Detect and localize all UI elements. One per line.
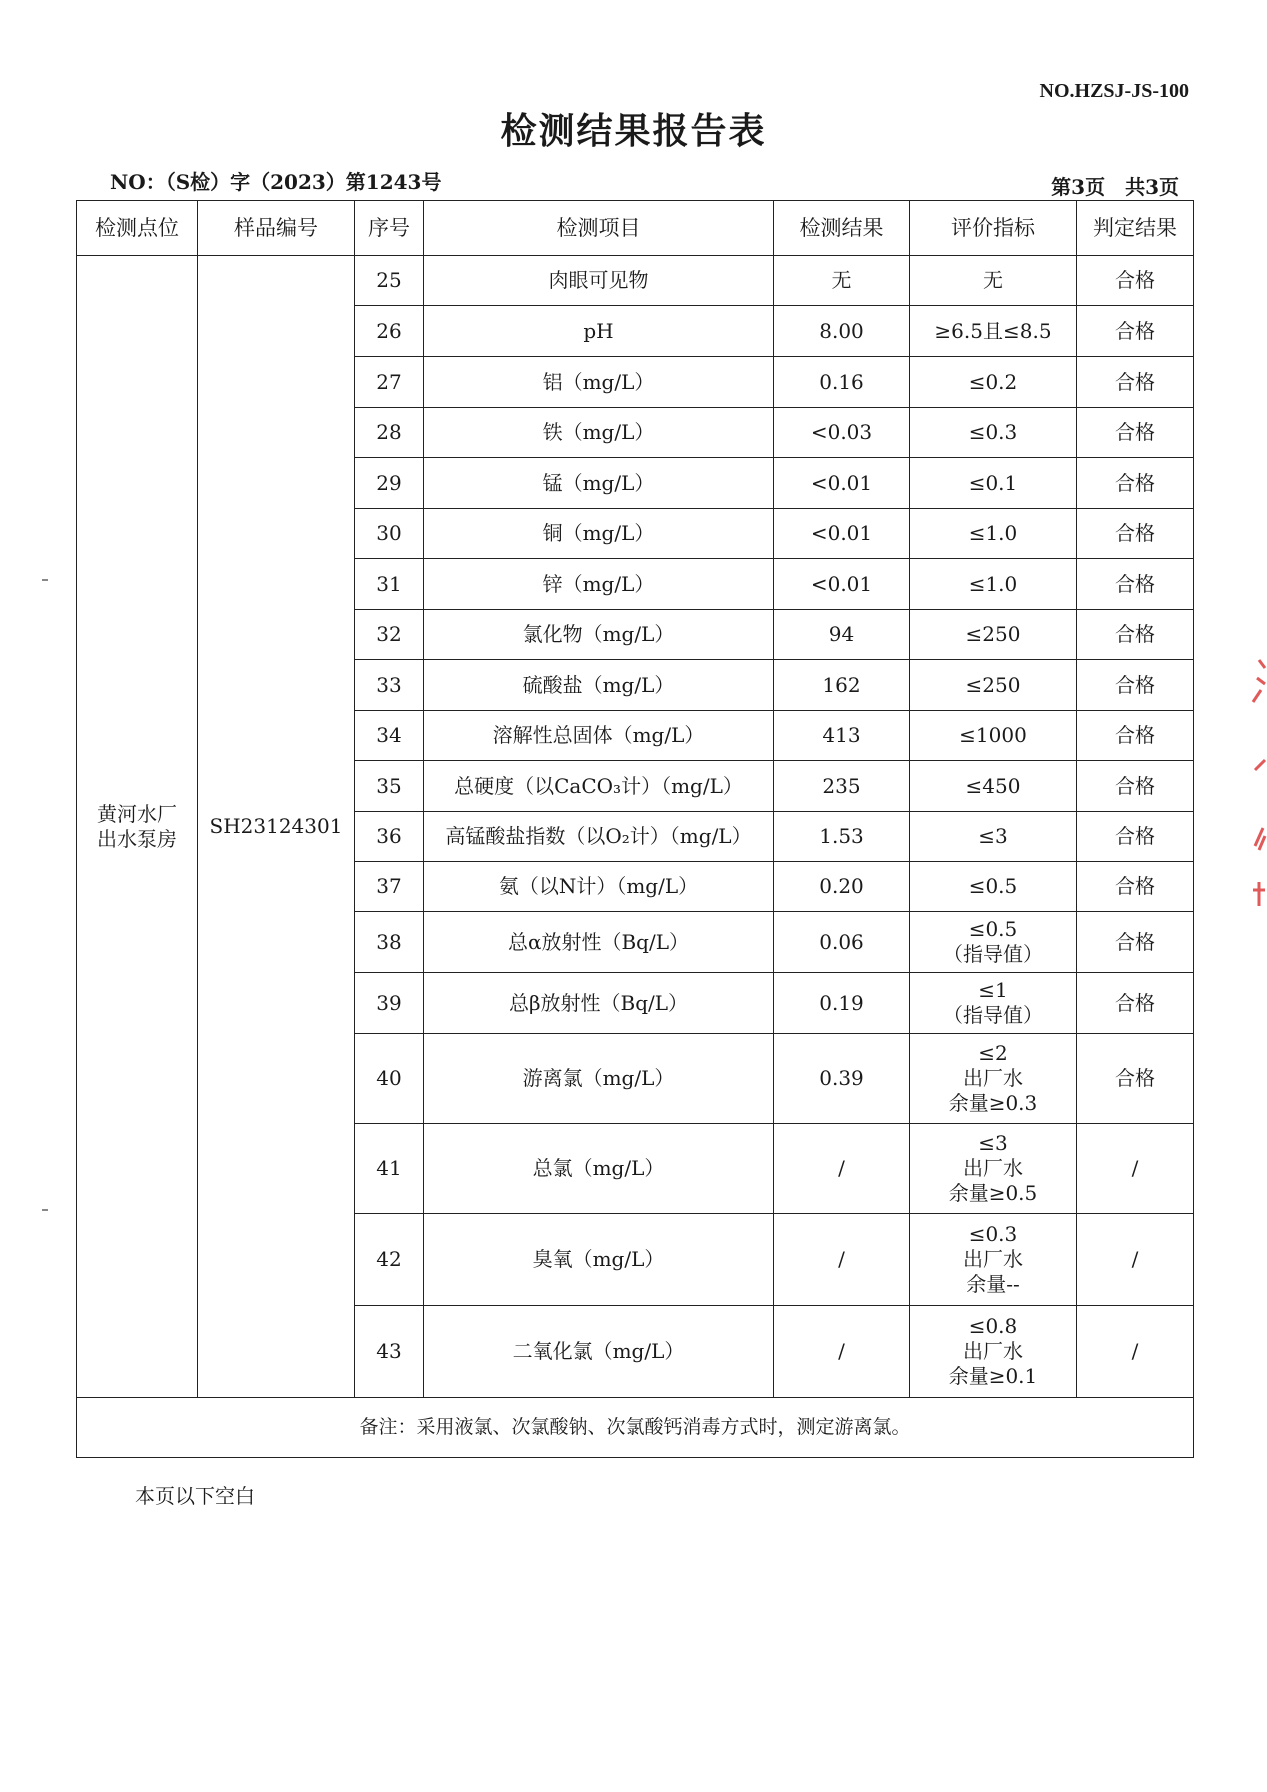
location-cell <box>77 256 198 1398</box>
seq-cell: 42 <box>355 1214 424 1306</box>
result-cell: 0.19 <box>774 973 910 1034</box>
header-location: 检测点位 <box>77 201 198 256</box>
result-cell: / <box>774 1306 910 1398</box>
item-cell: 肉眼可见物 <box>424 256 774 306</box>
header-result: 检测结果 <box>774 201 910 256</box>
header-sample-id: 样品编号 <box>198 201 355 256</box>
standard-line: 余量≥0.1 <box>948 1364 1038 1388</box>
results-table <box>76 200 1194 1458</box>
result-cell: / <box>774 1214 910 1306</box>
result-cell: 0.20 <box>774 862 910 912</box>
item-cell: 总α放射性（Bq/L） <box>424 912 774 973</box>
standard-cell <box>910 1124 1077 1214</box>
standard-cell <box>910 862 1077 912</box>
standard-line: ≤250 <box>965 622 1021 646</box>
header-standard: 评价指标 <box>910 201 1077 256</box>
standard-line: ≤1.0 <box>968 571 1018 596</box>
standard-line: ≤3 <box>978 824 1008 848</box>
judgement-cell: / <box>1077 1306 1194 1398</box>
standard-line: ≤250 <box>965 672 1021 697</box>
standard-line: （指导值） <box>943 1003 1043 1027</box>
item-cell: 锌（mg/L） <box>424 559 774 610</box>
judgement-cell: 合格 <box>1077 862 1194 912</box>
standard-cell <box>910 458 1077 509</box>
item-cell: 铜（mg/L） <box>424 509 774 559</box>
seq-cell: 25 <box>355 256 424 306</box>
standard-cell <box>910 1306 1077 1398</box>
item-cell: 总硬度（以CaCO₃计）（mg/L） <box>424 761 774 812</box>
judgement-cell: 合格 <box>1077 357 1194 408</box>
item-cell: 氯化物（mg/L） <box>424 610 774 660</box>
standard-line: ≤0.3 <box>968 1222 1018 1246</box>
result-cell: 1.53 <box>774 812 910 862</box>
standard-cell <box>910 559 1077 610</box>
note-cell: 备注：采用液氯、次氯酸钠、次氯酸钙消毒方式时，测定游离氯。 <box>77 1398 1194 1458</box>
standard-line: 出厂水 <box>963 1339 1023 1363</box>
standard-line: ≤0.5 <box>968 917 1018 941</box>
standard-cell <box>910 256 1077 306</box>
standard-line: ≤0.2 <box>968 369 1018 394</box>
standard-line: 出厂水 <box>963 1247 1023 1271</box>
page-info: 第3页 共3页 <box>1051 175 1179 199</box>
item-cell: pH <box>424 306 774 357</box>
seq-cell: 32 <box>355 610 424 660</box>
header-judgement: 判定结果 <box>1077 201 1194 256</box>
report-number: NO：（S检）字（2023）第1243号 <box>110 170 442 194</box>
seq-cell: 35 <box>355 761 424 812</box>
scan-speck <box>42 1209 48 1211</box>
item-cell: 硫酸盐（mg/L） <box>424 660 774 711</box>
judgement-cell: 合格 <box>1077 306 1194 357</box>
standard-line: 出厂水 <box>963 1156 1023 1180</box>
standard-cell <box>910 660 1077 711</box>
standard-line: ≤1.0 <box>968 521 1018 545</box>
red-seal-fragment <box>1245 650 1267 910</box>
result-cell: <0.01 <box>774 458 910 509</box>
standard-line: （指导值） <box>943 942 1043 966</box>
judgement-cell: 合格 <box>1077 458 1194 509</box>
item-cell: 臭氧（mg/L） <box>424 1214 774 1306</box>
judgement-cell: 合格 <box>1077 408 1194 458</box>
result-cell: 0.16 <box>774 357 910 408</box>
item-cell: 游离氯（mg/L） <box>424 1034 774 1124</box>
item-cell: 总氯（mg/L） <box>424 1124 774 1214</box>
judgement-cell: 合格 <box>1077 711 1194 761</box>
sample-id-cell: SH23124301 <box>198 256 355 1398</box>
item-cell: 二氧化氯（mg/L） <box>424 1306 774 1398</box>
standard-cell <box>910 973 1077 1034</box>
standard-cell <box>910 357 1077 408</box>
standard-line: ≤0.1 <box>968 470 1018 495</box>
item-cell: 高锰酸盐指数（以O₂计）（mg/L） <box>424 812 774 862</box>
seq-cell: 28 <box>355 408 424 458</box>
result-cell: 8.00 <box>774 306 910 357</box>
result-cell: / <box>774 1124 910 1214</box>
result-cell: 413 <box>774 711 910 761</box>
standard-line: ≤450 <box>965 773 1021 798</box>
standard-line: 余量≥0.3 <box>948 1091 1038 1115</box>
standard-line: ≤1 <box>978 978 1008 1002</box>
standard-line: 余量-- <box>966 1272 1020 1296</box>
table-row <box>77 256 1194 306</box>
result-cell: 0.39 <box>774 1034 910 1124</box>
standard-line: 出厂水 <box>963 1066 1023 1090</box>
header-seq: 序号 <box>355 201 424 256</box>
standard-cell <box>910 610 1077 660</box>
scan-speck <box>42 579 48 581</box>
header-row <box>77 201 1194 256</box>
judgement-cell: / <box>1077 1214 1194 1306</box>
standard-cell <box>910 812 1077 862</box>
standard-cell <box>910 761 1077 812</box>
standard-cell <box>910 306 1077 357</box>
result-cell: <0.01 <box>774 559 910 610</box>
item-cell: 总β放射性（Bq/L） <box>424 973 774 1034</box>
standard-line: 无 <box>983 268 1003 292</box>
blank-below-note: 本页以下空白 <box>135 1484 255 1508</box>
standard-cell <box>910 1214 1077 1306</box>
location-line: 出水泵房 <box>97 826 177 851</box>
seq-cell: 39 <box>355 973 424 1034</box>
seq-cell: 30 <box>355 509 424 559</box>
judgement-cell: 合格 <box>1077 256 1194 306</box>
standard-line: 余量≥0.5 <box>948 1181 1038 1205</box>
standard-line: ≤0.3 <box>968 420 1018 444</box>
result-cell: 0.06 <box>774 912 910 973</box>
seq-cell: 34 <box>355 711 424 761</box>
seq-cell: 38 <box>355 912 424 973</box>
seq-cell: 31 <box>355 559 424 610</box>
page-title: 检测结果报告表 <box>500 110 767 152</box>
judgement-cell: 合格 <box>1077 610 1194 660</box>
seq-cell: 26 <box>355 306 424 357</box>
judgement-cell: 合格 <box>1077 973 1194 1034</box>
seq-cell: 43 <box>355 1306 424 1398</box>
standard-line: ≤1000 <box>959 723 1027 747</box>
seq-cell: 29 <box>355 458 424 509</box>
judgement-cell: 合格 <box>1077 1034 1194 1124</box>
result-cell: 无 <box>774 256 910 306</box>
standard-line: ≤0.8 <box>968 1314 1018 1338</box>
judgement-cell: 合格 <box>1077 559 1194 610</box>
standard-line: ≤3 <box>978 1131 1008 1155</box>
seq-cell: 33 <box>355 660 424 711</box>
item-cell: 氨（以N计）（mg/L） <box>424 862 774 912</box>
result-cell: 94 <box>774 610 910 660</box>
judgement-cell: 合格 <box>1077 509 1194 559</box>
location-line: 黄河水厂 <box>97 801 177 826</box>
standard-line: ≤0.5 <box>968 874 1018 898</box>
standard-cell <box>910 509 1077 559</box>
item-cell: 铝（mg/L） <box>424 357 774 408</box>
result-cell: <0.03 <box>774 408 910 458</box>
judgement-cell: 合格 <box>1077 812 1194 862</box>
result-cell: <0.01 <box>774 509 910 559</box>
judgement-cell: 合格 <box>1077 912 1194 973</box>
judgement-cell: 合格 <box>1077 761 1194 812</box>
seq-cell: 37 <box>355 862 424 912</box>
standard-cell <box>910 912 1077 973</box>
result-cell: 162 <box>774 660 910 711</box>
standard-line: ≥6.5且≤8.5 <box>934 318 1052 343</box>
result-cell: 235 <box>774 761 910 812</box>
seq-cell: 40 <box>355 1034 424 1124</box>
judgement-cell: / <box>1077 1124 1194 1214</box>
seq-cell: 36 <box>355 812 424 862</box>
standard-cell <box>910 408 1077 458</box>
seq-cell: 27 <box>355 357 424 408</box>
item-cell: 锰（mg/L） <box>424 458 774 509</box>
item-cell: 溶解性总固体（mg/L） <box>424 711 774 761</box>
item-cell: 铁（mg/L） <box>424 408 774 458</box>
seq-cell: 41 <box>355 1124 424 1214</box>
judgement-cell: 合格 <box>1077 660 1194 711</box>
standard-cell <box>910 1034 1077 1124</box>
standard-cell <box>910 711 1077 761</box>
document-code: NO.HZSJ-JS-100 <box>1039 80 1189 102</box>
header-item: 检测项目 <box>424 201 774 256</box>
standard-line: ≤2 <box>978 1041 1008 1065</box>
